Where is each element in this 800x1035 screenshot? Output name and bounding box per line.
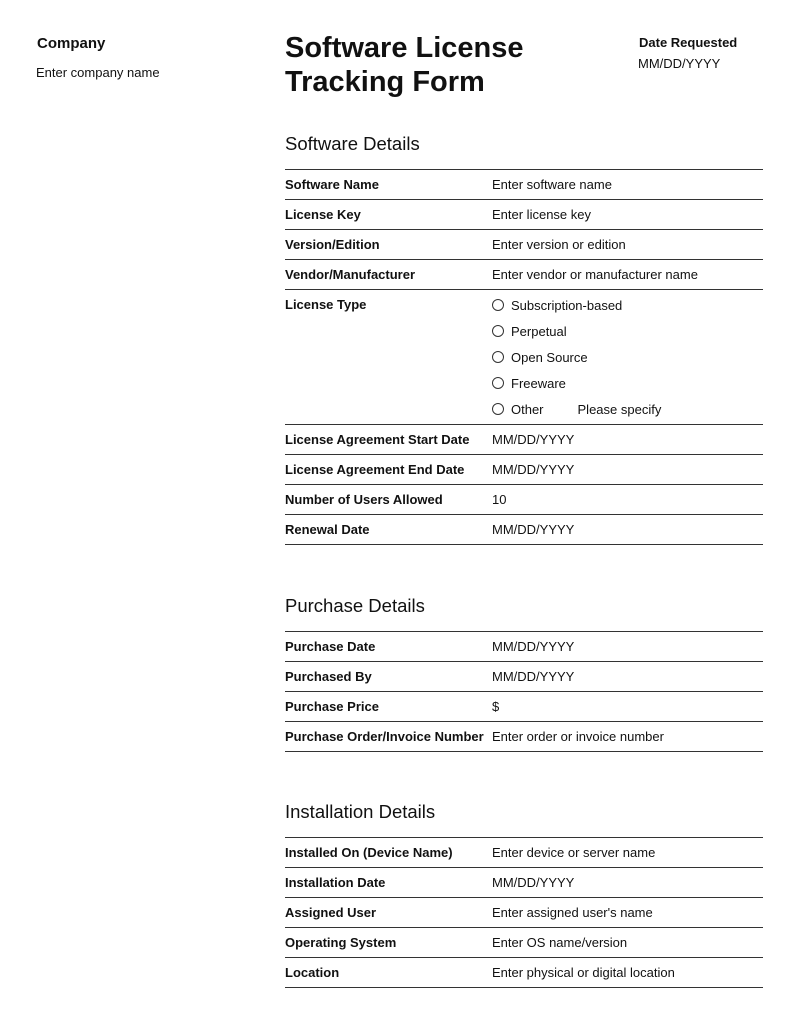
table-row bbox=[285, 260, 763, 290]
field-label: Purchase Price bbox=[285, 699, 379, 714]
field-label: License Type bbox=[285, 297, 367, 312]
field-input[interactable]: Enter OS name/version bbox=[492, 935, 628, 950]
installation-details-section bbox=[285, 801, 763, 988]
field-label: Purchased By bbox=[285, 669, 372, 684]
field-input[interactable]: MM/DD/YYYY bbox=[492, 639, 575, 654]
field-input[interactable]: MM/DD/YYYY bbox=[492, 522, 575, 537]
field-label: Installation Date bbox=[285, 875, 386, 890]
section-title: Purchase Details bbox=[285, 595, 425, 616]
table-row bbox=[285, 425, 763, 455]
field-label: Version/Edition bbox=[285, 237, 380, 252]
license-type-option[interactable] bbox=[492, 401, 661, 417]
company-label: Company bbox=[37, 35, 106, 52]
field-input[interactable]: $ bbox=[492, 699, 500, 714]
field-label: License Agreement Start Date bbox=[285, 432, 470, 447]
field-input[interactable]: Enter assigned user's name bbox=[492, 905, 653, 920]
field-input[interactable]: Enter version or edition bbox=[492, 237, 626, 252]
field-input[interactable]: Enter order or invoice number bbox=[492, 729, 664, 744]
date-requested-label: Date Requested bbox=[639, 35, 738, 50]
page-title: Software License Tracking Form bbox=[285, 32, 524, 98]
field-label: Installed On (Device Name) bbox=[285, 845, 453, 860]
license-type-option[interactable] bbox=[492, 323, 661, 339]
field-label: Vendor/Manufacturer bbox=[285, 267, 416, 282]
table-row bbox=[285, 515, 763, 545]
other-specify-input[interactable]: Please specify bbox=[577, 401, 662, 417]
table-row bbox=[285, 898, 763, 928]
field-label: Operating System bbox=[285, 935, 397, 950]
table-row bbox=[285, 662, 763, 692]
option-label: Subscription-based bbox=[511, 297, 623, 313]
software-details-section bbox=[285, 133, 763, 545]
date-requested-field[interactable]: MM/DD/YYYY bbox=[638, 56, 721, 71]
field-input[interactable]: Enter license key bbox=[492, 207, 591, 222]
field-label: Number of Users Allowed bbox=[285, 492, 443, 507]
option-label: Perpetual bbox=[511, 323, 567, 339]
option-label: Freeware bbox=[511, 375, 566, 391]
field-input[interactable]: Enter software name bbox=[492, 177, 612, 192]
table-row bbox=[285, 692, 763, 722]
field-label: Location bbox=[285, 965, 340, 980]
table-row bbox=[285, 230, 763, 260]
table-row bbox=[285, 928, 763, 958]
field-input[interactable]: Enter device or server name bbox=[492, 845, 656, 860]
field-input[interactable]: MM/DD/YYYY bbox=[492, 669, 575, 684]
field-label: Renewal Date bbox=[285, 522, 370, 537]
table-row bbox=[285, 838, 763, 868]
field-input[interactable]: Enter physical or digital location bbox=[492, 965, 675, 980]
table-row bbox=[285, 455, 763, 485]
option-label: Other bbox=[511, 401, 544, 417]
radio-icon[interactable] bbox=[492, 377, 504, 389]
field-input[interactable]: MM/DD/YYYY bbox=[492, 432, 575, 447]
table-row bbox=[285, 485, 763, 515]
section-title: Installation Details bbox=[285, 801, 436, 822]
license-type-option[interactable] bbox=[492, 375, 661, 391]
field-label: Purchase Order/Invoice Number bbox=[285, 729, 484, 744]
table-row bbox=[285, 868, 763, 898]
license-type-row bbox=[285, 290, 763, 425]
field-input[interactable]: Enter vendor or manufacturer name bbox=[492, 267, 698, 282]
table-row bbox=[285, 632, 763, 662]
field-label: Software Name bbox=[285, 177, 379, 192]
company-field[interactable]: Enter company name bbox=[36, 65, 160, 80]
table-row bbox=[285, 722, 763, 752]
field-input[interactable]: MM/DD/YYYY bbox=[492, 875, 575, 890]
field-label: Purchase Date bbox=[285, 639, 376, 654]
section-title: Software Details bbox=[285, 133, 420, 154]
purchase-details-section bbox=[285, 595, 763, 752]
field-input[interactable]: MM/DD/YYYY bbox=[492, 462, 575, 477]
table-row bbox=[285, 170, 763, 200]
radio-icon[interactable] bbox=[492, 299, 504, 311]
license-type-option[interactable] bbox=[492, 297, 661, 313]
field-label: License Key bbox=[285, 207, 361, 222]
radio-icon[interactable] bbox=[492, 325, 504, 337]
option-label: Open Source bbox=[511, 349, 588, 365]
field-label: Assigned User bbox=[285, 905, 377, 920]
radio-icon[interactable] bbox=[492, 351, 504, 363]
table-row bbox=[285, 200, 763, 230]
radio-icon[interactable] bbox=[492, 403, 504, 415]
license-type-option[interactable] bbox=[492, 349, 661, 365]
field-label: License Agreement End Date bbox=[285, 462, 465, 477]
table-row bbox=[285, 958, 763, 988]
field-input[interactable]: 10 bbox=[492, 492, 507, 507]
